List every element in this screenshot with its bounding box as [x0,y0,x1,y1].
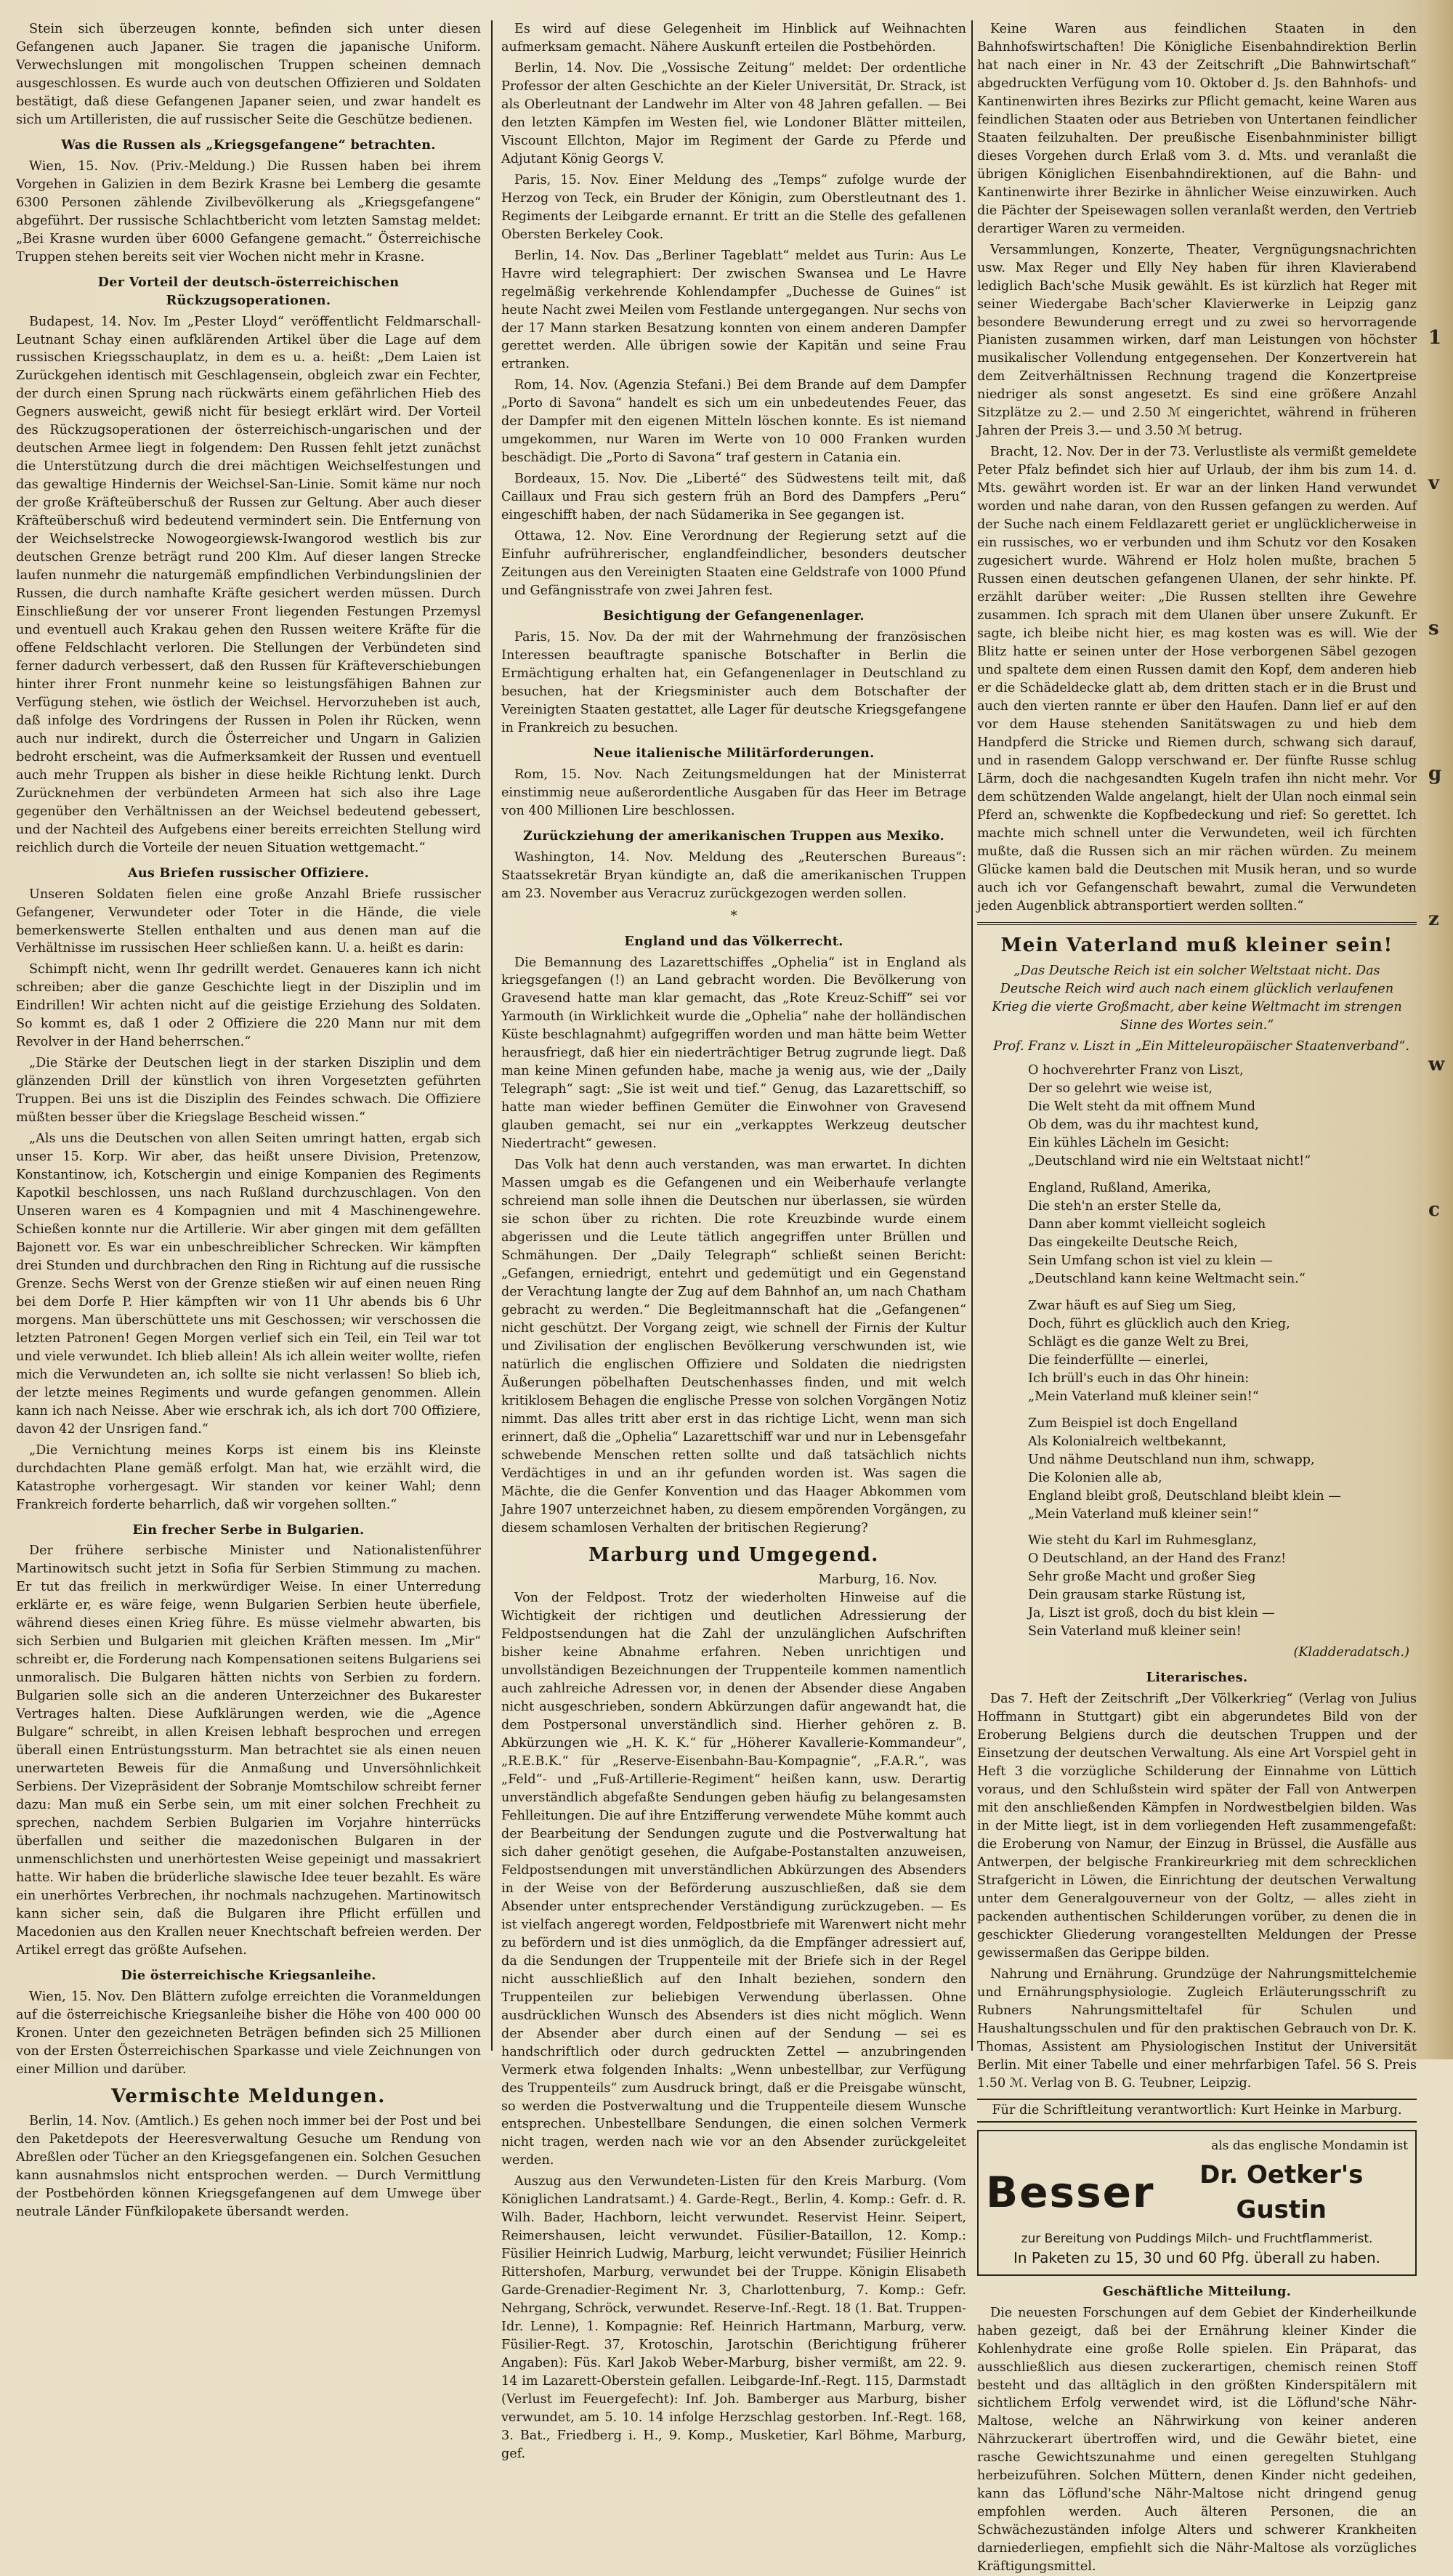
poem-line: Schlägt es die ganze Welt zu Brei, [1028,1334,1250,1349]
article-paragraph: Versammlungen, Konzerte, Theater, Vergnügungsnachrichten usw. Max Reger und Elly Ney haben für ihren Klavierabend lediglich Bach'sche Musik gewählt. Es ist kürzlich hat Reger mit seiner Wiedergabe Bach'scher Klavierwerke in Leipzig ganz besondere Bewunderung erregt und zu zwei so hervorragende Pianisten zusammen wirken, darf man Leistungen von höchster musikalischer Vollendung entgegensehen. Der Konzertverein hat dem Zeitverhältnissen Rechnung tragend die Konzertpreise niedriger als sonst angesetzt. Es sind eine größere Anzahl Sitzplätze zu 2.— und 2.50 ℳ eingerichtet, während in früheren Jahren der Preis 3.— und 3.50 ℳ betrug. [977,242,1417,439]
poem-line: Sein Vaterland muß kleiner sein! [1028,1624,1242,1639]
stanza-gap [1028,1288,1417,1297]
poem-line: Der so gelehrt wie weise ist, [1028,1081,1213,1097]
section-heading: Zurückziehung der amerikanischen Truppen aus Mexiko. [523,828,944,844]
edge-glyph: z [1428,908,1439,930]
ad-headline-row [986,2157,1408,2228]
article-paragraph: Die neuesten Forschungen auf dem Gebiet der Kinderheilkunde haben gezeigt, daß bei der Ernährung kleiner Kinder die Kohlenhydrate eine große Rolle spielen. Ein Präparat, das ausschließlich aus diesen zuckerartigen, chemisch reinen Stoff besteht und das alltäglich in den größten Kinderspitälern mit sichtlichem Erfolg verwendet wird, ist die Löflund'sche Nähr-Maltose, welche an Nährwirkung von keiner anderen Nährzuckerart übertroffen wird, und die Gewähr bietet, eine rasche Gewichtszunahme und einen geregelten Stuhlgang herbeizuführen. Solchen Müttern, denen Kinder nicht gedeihen, kann das Löflund'sche Nähr-Maltose nicht dringend genug empfohlen werden. Auch älteren Personen, die an Schwächezuständen infolge Alters und schwerer Krankheiten darniederliegen, empfiehlt sich die Nähr-Maltose als vorzügliches Kräftigungsmittel. [977,2305,1417,2575]
stanza-gap [1028,1523,1417,1532]
ad-besser: Besser [986,2167,1155,2217]
poem-line: Ob dem, was du ihr machtest kund, [1028,1118,1259,1133]
article-paragraph: Berlin, 14. Nov. Die „Vossische Zeitung“ meldet: Der ordentliche Professor der alten Geschichte an der Kieler Universität, Dr. Strack, ist als Oberleutnant der Landwehr im Alter von 48 Jahren gefallen. — Bei den letzten Kämpfen im Westen fiel, wie Londoner Blätter mitteilen, Viscount Ellchton, Major im Regiment der Garde zu Pferde und Adjutant König Georgs V. [501,60,966,166]
advertisement-oetker [977,2130,1417,2276]
poem-line: Ja, Liszt ist groß, doch du bist klein — [1028,1606,1275,1621]
poem-line: O Deutschland, an der Hand des Franz! [1028,1551,1287,1567]
article-paragraph: Berlin, 14. Nov. Das „Berliner Tageblatt“ meldet aus Turin: Aus Le Havre wird telegraphiert: Der zwischen Swansea und Le Havre regelmäßig verkehrende Kohlendampfer „Duchesse de Guines“ ist heute Nacht zwei Meilen vom Festlande untergegangen. Nur sechs von der 17 Mann starken Besatzung konnten von einem anderen Dampfer gerettet werden. Alle übrigen sowie der Kapitän und seine Frau ertranken. [501,248,966,372]
poem-line: Ich brüll's euch in das Ohr hinein: [1028,1370,1250,1386]
stanza-gap [1028,1406,1417,1415]
article-paragraph: Paris, 15. Nov. Einer Meldung des „Temps“ zufolge wurde der Herzog von Teck, ein Bruder der Königin, zum Oberstleutnant des 1. Regiments der Leibgarde ernannt. Er tritt an die Stelle des gefallenen Obersten Berkeley Cook. [501,172,966,242]
edge-glyph: 1 [1428,327,1442,349]
article-paragraph: Rom, 15. Nov. Nach Zeitungsmeldungen hat der Ministerrat einstimmig neue außerordentliche Ausgaben für das Heer im Betrage von 400 Millionen Lire beschlossen. [501,767,966,818]
byline: Prof. Franz v. Liszt in „Ein Mitteleuropäischer Staatenverband“. [993,1039,1409,1054]
section-title: Marburg und Umgegend. [588,1543,879,1566]
section-title: Vermischte Meldungen. [111,2085,386,2107]
poem-line: „Mein Vaterland muß kleiner sein!“ [1028,1389,1259,1404]
poem-line: O hochverehrter Franz von Liszt, [1028,1063,1244,1078]
article-paragraph: Es wird auf diese Gelegenheit im Hinblick auf Weihnachten aufmerksam gemacht. Nähere Auskunft erteilen die Postbehörden. [501,22,966,54]
column-3 [977,20,1417,2575]
poem-line: Zwar häuft es auf Sieg um Sieg, [1028,1298,1237,1313]
column-divider-1 [491,20,493,2051]
article-paragraph: „Die Stärke der Deutschen liegt in der starken Disziplin und dem glänzenden Drill der künstlich von ihren Vorgesetzten geführten Truppen. Bei uns ist die Disziplin des Feindes schwach. Die Offiziere müßten besser über die Kriegslage Bescheid wissen.“ [16,1056,481,1126]
article-paragraph: Bracht, 12. Nov. Der in der 73. Verlustliste als vermißt gemeldete Peter Pfalz befindet sich hier auf Urlaub, der ihm bis zum 14. d. Mts. gewährt worden ist. Er war an der linken Hand verwundet worden und nahe daran, von den Russen gefangen zu werden. Auf der Suche nach einem Feldlazarett geriet er unglücklicherweise in ein russisches, wo er verbunden und ihm Schutz vor den Kosaken zugesichert wurde. Während er Holz holen mußte, brachen 5 Russen einen deutschen gefangenen Ulanen, der sehr hinkte. Pf. erzählt darüber weiter: „Die Russen stellten ihre Gewehre zusammen. Ich sprach mit dem Ulanen über unsere Zukunft. Er sagte, ich bleibe nicht hier, es mag kosten was es will. Wie der Blitz hatte er seinen unter der Hose verborgenen Säbel gezogen und spaltete dem einen Russen damit den Kopf, dem anderen hieb er die Schädeldecke glatt ab, dem dritten stach er in die Brust und auch den vierten rannte er über den Haufen. Dann lief er auf den vor dem Hause stehenden Sanitätswagen zu und hieb dem Handpferd die Stricke und Riemen durch, schwang sich darauf, und in rasendem Galopp verschwand er. Der fünfte Russe schlug Lärm, doch die nachgesandten Kugeln trafen ihn nicht mehr. Vor dem schützenden Walde angelangt, hielt der Ulan noch einmal sein Pferd an, schwenkte die Kopfbedeckung und rief: So gerettet. Ich machte mich schnell unter die Verwundeten, weil ich fürchten mußte, daß die Russen sich an mir rächen würden. Zu meinem Glücke kamen bald die Deutschen mit Musik heran, und so wurde auch ich vor Gefangenschaft bewahrt, zumal die Verwundeten jeden Augenblick abtransportiert werden sollten.“ [977,445,1417,913]
article-paragraph: Das Volk hat denn auch verstanden, was man erwartet. In dichten Massen umgab es die Gefangenen und ein Weiberhaufe verlangte schreiend man solle ihnen die Deutschen nur überlassen, sie würden sie schon über zu richten. Die rote Kreuzbinde wurde einem abgerissen und die Leute tätlich angegriffen unter Brüllen und Schmähungen. Der „Daily Telegraph“ schließt seinen Bericht: „Gefangen, erniedrigt, entehrt und gedemütigt und ein Gegenstand der Verachtung langte der Zug auf dem Bahnhof an, um nach Chatham gebracht zu werden.“ Die Begleitmannschaft hat die „Gefangenen“ nicht geschützt. Der Vorgang zeigt, wie schnell der Firnis der Kultur und Zivilisation der englischen Bevölkerung verschwunden ist, wie natürlich die englischen Offiziere und Soldaten die niedrigsten Äußerungen pöbelhaften Deutschenhasses finden, und mit welch kritiklosem Behagen die englische Presse von solchen Vorgängen Notiz nimmt. Das alles tritt aber erst in das richtige Licht, wenn man sich erinnert, daß die „Ophelia“ Lazarettschiff war und nur in Lebensgefahr schwebende Menschen retten sollte und daß tatsächlich nichts Verdächtiges in und an ihr gefunden worden ist. Was sagen die Mächte, die die Genfer Konvention und das Haager Abkommen vom Jahre 1907 unterzeichnet haben, zu diesem empörenden Vorgängen, zu diesem schamlosen Verhalten der britischen Regierung? [501,1158,966,1535]
article-paragraph: Die Bemannung des Lazarettschiffes „Ophelia“ ist in England als kriegsgefangen (!) an Land gebracht worden. Die Bevölkerung von Gravesend hatte man klar gemacht, das „Rote Kreuz-Schiff“ sei vor Yarmouth (in Wirklichkeit wurde die „Ophelia“ nahe der holländischen Küste beschlagnahmt) aufgegriffen worden und man hätte beim Wetter herausfriegt, daß hier ein niederträchtiger Betrug zugrunde liegt. Daß man keine Minen gefunden habe, mache ja wenig aus, wie der „Daily Telegraph“ sagt: „Sie ist weit und tief.“ Genug, das Lazarettschiff, so hatte man wieder beffinen Gemüter die Einwohner von Gravesend glauben gemacht, sei nur ein „verkapptes Werkzeug deutscher Niedertracht“ gewesen. [501,955,966,1152]
article-paragraph: Von der Feldpost. Trotz der wiederholten Hinweise auf die Wichtigkeit der richtigen und deutlichen Adressierung der Feldpostsendungen hat die Zahl der unzulänglichen Aufschriften bisher keine Abnahme erfahren. Neben unrichtigen und unvollständigen Bezeichnungen der Truppenteile kommen namentlich auch zahlreiche Adressen vor, in denen der Absender diese Angaben nicht ausgeschrieben, sondern Abkürzungen dafür angewandt hat, die dem Postpersonal unverständlich sind. Hierher gehören z. B. Abkürzungen wie „H. K. K.“ für „Höherer Kavallerie-Kommandeur“, „R.E.B.K.“ für „Reserve-Eisenbahn-Bau-Kompagnie“, „F.A.R.“, was „Feld“- und „Fuß-Artillerie-Regiment“ heißen kann, usw. Derartig unverständlich abgefaßte Sendungen geben häufig zu belangesamsten Fehlleitungen. Die auf ihre Entzifferung verwendete Mühe kommt auch der Bearbeitung der Sendungen zugute und die Postverwaltung hat sich daher genötigt gesehen, die Aufgabe-Postanstalten anzuweisen, Feldpostsendungen mit unverständlichen Abkürzungen des Absenders in der Weise von der Beförderung auszuschließen, daß sie dem Absender unter entsprechender Verständigung zurückzugeben. — Es ist vielfach angeregt worden, Feldpostbriefe mit Warenwert nicht mehr zu befördern und ist dies unmöglich, da die Empfänger adressiert auf, da die Sendungen der Truppenteile mit der Briefe sich in der Regel nicht ausschließlich auf den Inhalt beziehen, sondern den Truppenteilen zur beliebigen Verwendung überlassen. Ohne ausdrücklichen Wunsch des Absenders ist dies nicht möglich. Wenn der Absender aber durch einen auf der Sendung — sei es handschriftlich oder durch gedruckten Zettel — anzubringenden Vermerk etwa folgenden Inhalts: „Wenn unbestellbar, zur Verfügung des Truppenteils“ zum Ausdruck bringt, daß er die Preisgabe wünscht, so werden die Postverwaltung und die Truppenteile diesem Wunsche entsprechen. Unbestellbare Sendungen, die einen solchen Vermerk nicht tragen, werden nach wie vor an den Absender zurückgeleitet werden. [501,1591,966,2168]
article-paragraph: Paris, 15. Nov. Da der mit der Wahrnehmung der französischen Interessen beauftragte spanische Botschafter in Berlin die Ermächtigung erhalten hat, ein Gefangenenlager in Deutschland zu besuchen, hat der Kriegsminister auch dem Botschafter der Vereinigten Staaten gestattet, alle Lager für deutsche Kriegsgefangene in Frankreich zu besuchen. [501,630,966,735]
poem-line: Zum Beispiel ist doch Engelland [1028,1416,1238,1431]
poem-line: Dann aber kommt vielleicht sogleich [1028,1216,1266,1232]
poem-line: Dein grausam starke Rüstung ist, [1028,1588,1246,1603]
article-paragraph: Ottawa, 12. Nov. Eine Verordnung der Regierung setzt auf die Einfuhr aufrührerischer, englandfeindlicher, besonders deutscher Zeitungen aus den Vereinigten Staaten eine Geldstrafe von 1000 Pfund und Gefängnisstrafe von zwei Jahren fest. [501,529,966,599]
ad-top-line: als das englische Mondamin ist [1211,2138,1408,2153]
article-paragraph: Schimpft nicht, wenn Ihr gedrillt werdet. Genaueres kann ich nicht schreiben; aber die ganze Geschichte liegt in der Disziplin und im Eindrillen! Wir achten nicht auf die geistige Erziehung des Soldaten. So kommt es, daß 1 oder 2 Offiziere die 220 Mann nur mit dem Revolver in der Hand beherrschen.“ [16,962,481,1050]
edge-glyph: g [1428,763,1442,785]
poem-line: Wie steht du Karl im Ruhmesglanz, [1028,1533,1257,1549]
article-paragraph: Auszug aus den Verwundeten-Listen für den Kreis Marburg. (Vom Königlichen Landratsamt.) 4. Garde-Regt., Berlin, 4. Komp.: Gefr. d. R. Wilh. Bader, Hachborn, leicht verwundet. Reservist Heinr. Seipert, Reimershausen, leicht verwundet. Füsilier-Bataillon, 12. Komp.: Füsilier Heinrich Ludwig, Marburg, leicht verwundet; Füsilier Heinrich Rittershofen, Marburg, verwundet bei der Truppe. Königin Elisabeth Garde-Grenadier-Regiment Nr. 3, Charlottenburg, 7. Komp.: Gefr. Nehrgang, Schröck, verwundet. Reserve-Inf.-Regt. 18 (1. Bat. Truppen-Idr. Lenne), 1. Kompagnie: Ref. Heinrich Hartmann, Marburg, verw. Füsilier-Regt. 37, Krotoschin, Jarotschin (Berichtigung früherer Angaben): Füs. Karl Jakob Weber-Marburg, bisher vermißt, am 22. 9. 14 im Lazarett-Oberstein gefallen. Leibgarde-Inf.-Regt. 115, Darmstadt (Verlust im Feuergefecht): Inf. Joh. Bamberger aus Marburg, bisher verwundet, am 5. 10. 14 infolge Herzschlag gestorben. Inf.-Regt. 168, 3. Bat., Friedberg i. H., 9. Komp., Musketier, Karl Böhme, Marburg, gef. [501,2174,966,2461]
article-paragraph: Wien, 15. Nov. (Priv.-Meldung.) Die Russen haben bei ihrem Vorgehen in Galizien in dem Bezirk Krasne bei Lemberg die gesamte 6300 Personen zählende Zivilbevölkerung als „Kriegsgefangene“ abgeführt. Der russische Schlachtbericht vom letzten Samstag meldet: „Bei Krasne wurden über 6000 Gefangene gemacht.“ Österreichische Truppen stehen bereits seit vier Wochen nicht mehr in Krasne. [16,158,481,265]
article-paragraph: Unseren Soldaten fielen eine große Anzahl Briefe russischer Gefangener, Verwundeter oder Toter in die Hände, die viele bemerkenswerte Stellen enthalten und aus denen man auf die Verhältnisse im russischen Heer schließen kann. U. a. heißt es darin: [16,887,481,956]
article-paragraph: Washington, 14. Nov. Meldung des „Reuterschen Bureaus“: Staatssekretär Bryan kündigte an, daß die amerikanischen Truppen am 23. November aus Veracruz zurückgezogen werden sollen. [501,849,966,901]
article-paragraph: Rom, 14. Nov. (Agenzia Stefani.) Bei dem Brande auf dem Dampfer „Porto di Savona“ handelt es sich um ein unbedeutendes Feuer, das der Dampfer mit den eigenen Mitteln löschen konnte. Es ist niemand umgekommen, nur Waren im Werte von 10 000 Franken wurden beschädigt. Die „Porto di Savona“ traf gestern in Catania ein. [501,378,966,466]
poem-line: „Deutschland kann keine Weltmacht sein.“ [1028,1271,1306,1286]
article-paragraph: Der frühere serbische Minister und Nationalistenführer Martinowitsch sucht jetzt in Sofia für Serbien Stimmung zu machen. Er tut das freilich in merkwürdiger Weise. In einer Unterredung erklärte er, es wäre feige, wenn Bulgarien Serbien heute überfiele, während dieses einen Krieg führe. Es müsse vielmehr abwarten, bis sich Serbien und Bulgarien mit gleichen Kräften messen. Im „Mir“ schreibt er, die Forderung nach Kompensationen seitens Bulgariens sei unmoralisch. Die Bulgaren hätten nichts von Serbien zu fordern. Bulgarien solle sich an die anderen Unterzeichner des Bukarester Vertrages halten. Diese Aufklärungen werden, wie die „Agence Bulgare“ schreibt, in allen Kreisen lebhaft besprochen und erregen überall einen Entrüstungssturm. Man betrachtet sie als einen neuen unerwarteten Beweis für die Anmaßung und Unversöhnlichkeit Serbiens. Der Vizepräsident der Sobranje Momtschilow schreibt ferner dazu: Man muß ein Serbe sein, um mit einer solchen Frechheit zu sprechen, nachdem Serbien Bulgarien im Vorjahre hinterrücks überfallen und seither die mazedonischen Bulgaren in der unmenschlichsten und unerhörtesten Weise gepeinigt und massakriert hatte. Wir haben die brüderliche slawische Idee teuer bezahlt. Es wäre ein unerhörtes Verbrechen, ihr nochmals nachzugehen. Martinowitsch kann sicher sein, daß die Bulgaren ihre Pflicht erfüllen und Macedonien aus den Krallen neuer Knechtschaft befreien werden. Der Artikel erregt das größte Aufsehen. [16,1543,481,1958]
article-paragraph: Berlin, 14. Nov. (Amtlich.) Es gehen noch immer bei der Post und bei den Paketdepots der Heeresverwaltung Gesuche um Rendung von Abreßlen oder Tücher an den Kriegsgefangenen ein. Solchen Gesuchen kann ausnahmslos nicht entsprochen werden. — Durch Vermittlung der Postbehörden können Kriegsgefangenen auf dem Umwege über neutrale Länder Fünfkilopakete übersandt werden. [16,2114,481,2220]
poem-line: Das eingekeilte Deutsche Reich, [1028,1235,1238,1250]
article-paragraph: Nahrung und Ernährung. Grundzüge der Nahrungsmittelchemie und Ernährungsphysiologie. Zugleich Erläuterungsschrift zu Rubners Nahrungsmitteltafel für Schulen und Haushaltungsschulen und für den praktischen Gebrauch von Dr. K. Thomas, Assistent am Physiologischen Institut der Universität Berlin. Mit einer Tabelle und einer mehrfarbigen Tafel. 56 S. Preis 1.50 ℳ. Verlag von B. G. Teubner, Leipzig. [977,1966,1417,2091]
section-heading: Der Vorteil der deutsch-österreichischen Rückzugsoperationen. [97,274,400,308]
poem-line: Und nähme Deutschland nun ihm, schwapp, [1028,1452,1315,1467]
edge-glyph: c [1428,1199,1440,1221]
poem-line: Als Kolonialreich weltbekannt, [1028,1434,1227,1449]
poem-epigraph: „Das Deutsche Reich ist ein solcher Weltstaat nicht. Das Deutsche Reich wird auch nach einem glücklich verlaufenen Krieg die vierte Großmacht, aber keine Weltmacht im strengen Sinne des Wortes sein.“ [992,964,1402,1033]
poem-line: England, Rußland, Amerika, [1028,1181,1212,1196]
ad-price-line: In Paketen zu 15, 30 und 60 Pfg. überall zu haben. [1013,2249,1381,2267]
separator-star: * [730,908,737,924]
edge-glyph: w [1428,1054,1445,1075]
section-heading: Geschäftliche Mitteilung. [1102,2283,1292,2299]
article-paragraph: Stein sich überzeugen konnte, befinden sich unter diesen Gefangenen auch Japaner. Sie tragen die japanische Uniform. Verwechslungen mit mongolischen Truppen scheinen demnach ausgeschlossen. Es wurde auch von deutschen Offizieren und Soldaten bestätigt, daß diese Gefangenen Japaner seien, und zwar handelt es sich um Artilleristen, die auf russischer Seite die Geschütze bedienen. [16,22,481,127]
byline: (Kladderadatsch.) [1293,1645,1409,1660]
poem-line: Sein Umfang schon ist viel zu klein — [1028,1253,1273,1268]
poem-line: Ein kühles Lächeln im Gesicht: [1028,1136,1229,1151]
poem-line: Die steh'n an erster Stelle da, [1028,1199,1222,1214]
dateline: Marburg, 16. Nov. [818,1572,937,1588]
poem-line: Sehr große Macht und großer Sieg [1028,1570,1256,1585]
column-divider-2 [971,20,973,2051]
poem-line: „Deutschland wird nie ein Weltstaat nicht!“ [1028,1154,1311,1169]
ad-description: zur Bereitung von Puddings Milch- und Fruchtflammerist. [1021,2232,1373,2247]
poem-line: Doch, führt es glücklich auch den Krieg, [1028,1316,1290,1331]
section-heading: England und das Völkerrecht. [624,933,843,949]
section-heading: Aus Briefen russischer Offiziere. [127,865,370,881]
section-heading: Neue italienische Militärforderungen. [593,745,875,761]
article-paragraph: Budapest, 14. Nov. Im „Pester Lloyd“ veröffentlicht Feldmarschall-Leutnant Schay einen aufklärenden Artikel über die Lage auf dem russischen Kriegsschauplatz, in dem es u. a. heißt: „Dem Laien ist Zurückgehen identisch mit Geschlagensein, obgleich zwar ein Fechter, der durch einen Sprung nach rückwärts einem gefährlichen Hieb des Gegners ausweicht, gewiß nicht für besiegt erklärt wird. Der Vorteil des Rückzugsoperationen der österreichisch-ungarischen und der deutschen Armee liegt in folgendem: Den Russen fehlt jetzt zunächst die Unterstützung durch die drei mächtigen Weichselfestungen und das gewaltige Hindernis der Weichsel-San-Linie. Somit käme nur noch der große Kräfteüberschuß der Russen zur Geltung. Aber auch dieser Kräfteüberschuß wird bedeutend vermindert sein. Die Entfernung von der Weichselstrecke Nowogeorgiewsk-Iwangorod westlich bis zur deutschen Grenze beträgt rund 200 Klm. Auf dieser langen Strecke laufen nunmehr die naturgemäß empfindlichen Verbindungslinien der Russen, die durch namhafte Kräfte gesichert werden müssen. Durch Einschließung der vor unserer Front liegenden Festungen Przemysl und eventuell auch Krakau gehen den Russen weitere Kräfte für die offene Feldschlacht verloren. Die Stellungen der Verbündeten sind ferner dadurch verbessert, daß den Russen für Kräfteverschiebungen hinter ihrer Front nunmehr keine so leistungsfähigen Bahnen zur Verfügung stehen, wie östlich der Weichsel. Hervorzuheben ist auch, daß infolge des Vordringens der Russen in Polen ihr Rücken, wenn auch nur indirekt, durch die Österreicher und Ungarn in Galizien bedroht erscheint, was die Aufmerksamkeit der Russen und eventuell auch mehr Truppen als bisher in diese heikle Richtung lenkt. Durch Zurücknehmen der verbündeten Armeen hat sich also ihre Lage gegenüber den Verhältnissen an der Weichsel bedeutend gebessert, und der Nachteil des Aufgebens einer bereits erreichten Stellung wird reichlich durch die Vorteile der neuen Situation wettgemacht.“ [16,314,481,855]
edge-glyph: v [1428,472,1440,494]
column-1 [16,20,481,2220]
section-heading: Die österreichische Kriegsanleihe. [121,1967,376,1983]
article-paragraph: Bordeaux, 15. Nov. Die „Liberté“ des Südwestens teilt mit, daß Caillaux und Frau sich gestern früh an Bord des Dampfers „Peru“ eingeschifft haben, der nach Südamerika in See gegangen ist. [501,472,966,523]
poem-line: Die Welt steht da mit offnem Mund [1028,1099,1255,1115]
next-page-edge [1422,0,1453,2059]
section-title: Mein Vaterland muß kleiner sein! [1000,934,1393,957]
editor-note: Für die Schriftleitung verantwortlich: Kurt Heinke in Marburg. [977,2099,1417,2123]
ad-brand: Dr. Oetker's Gustin [1199,2160,1364,2224]
section-rule [977,922,1417,925]
poem-line: Die feinderfüllte — einerlei, [1028,1352,1209,1368]
article-paragraph: Keine Waren aus feindlichen Staaten in den Bahnhofswirtschaften! Die Königliche Eisenbahndirektion Berlin hat nach einer in Nr. 43 der Zeitschrift „Die Bahnwirtschaft“ abgedruckten Verfügung vom 10. Oktober d. Js. den Bahnhofs- und Kantinenwirten ihres Bezirks zur Pflicht gemacht, keine Waren aus feindlichen Staaten oder aus Betrieben von Untertanen feindlicher Staaten feilzuhalten. Der preußische Eisenbahnminister billigt dieses Vorgehen durch Erlaß vom 3. d. Mts. und veranlaßt die übrigen Königlichen Eisenbahndirektionen, auf die Bahn- und Kantinenwirte ihrer Bezirke in ähnlicher Weise einzuwirken. Auch die Pächter der Speisewagen sollen veranlaßt werden, den Vertrieb derartiger Waren zu vermeiden. [977,22,1417,236]
article-paragraph: „Als uns die Deutschen von allen Seiten umringt hatten, ergab sich unser 15. Korp. Wir aber, das heißt unsere Division, Pretenzow, Konstantinow, ich, Kotschergin und einige Kompanien des Regiments Kapotkil beschlossen, uns nach Rußland durchzuschlagen. Von den Unseren waren es 4 Kompagnien und mit 4 Maschinengewehre. Schießen konnte nur die Artillerie. Wir aber gingen mit dem gefällten Bajonett vor. Es war ein unbeschreiblicher Schrecken. Wir kämpften drei Stunden und durchbrachen den Ring in Richtung auf die russische Grenze. Sechs Werst von der Grenze stießen wir auf einen neuen Ring bei dem Dorfe P. Hier kämpften wir von 11 Uhr abends bis 6 Uhr morgens. Man überschüttete uns mit Geschossen; wir verschossen die letzten Patronen! Gegen Morgen verlief sich ein Teil, ein Teil war tot und viele verwundet. Ich blieb allein! Als ich allein weiter wollte, riefen mich die Verwundeten an, ich sollte sie nicht verlassen! So blieb ich, der letzte meines Regiments und wurde gefangen genommen. Allein kann ich nach Neisse. Aber wie erschrak ich, als ich dort 700 Offiziere, davon 42 der Unsrigen fand.“ [16,1131,481,1437]
section-heading: Was die Russen als „Kriegsgefangene“ betrachten. [61,137,436,153]
article-paragraph: „Die Vernichtung meines Korps ist einem bis ins Kleinste durchdachten Plane gemäß erfolgt. Man hat, wie erzählt wird, die Katastrophe vorhergesagt. Wir standen vor keiner Wahl; denn Frankreich forderte beharrlich, daß wir vorgehen sollten.“ [16,1442,481,1512]
poem-line: Die Kolonien alle ab, [1028,1470,1162,1485]
article-paragraph: Wien, 15. Nov. Den Blättern zufolge erreichten die Voranmeldungen auf die österreichische Kriegsanleihe bisher die Höhe von 400 000 00 Kronen. Unter den gezeichneten Beträgen befinden sich 25 Millionen von der Ersten Österreichischen Sparkasse und viele Zeichnungen von einer Million und darüber. [16,1989,481,2077]
edge-glyph: s [1428,618,1439,639]
section-heading: Besichtigung der Gefangenenlager. [603,608,865,624]
article-paragraph: Das 7. Heft der Zeitschrift „Der Völkerkrieg“ (Verlag von Julius Hoffmann in Stuttgart) gibt ein abgerundetes Bild von der Eroberung Belgiens durch die deutschen Truppen und der Einsetzung der deutschen Verwaltung. Als eine Art Vorspiel geht in Heft 3 die vorzügliche Schilderung der Einnahme von Lüttich voraus, und den Schlußstein wird später der Fall von Antwerpen mit den anschließenden Kämpfen in Nordwestbelgien bilden. Was in der Mitte liegt, ist in dem vorliegenden Heft zusammengefaßt: die Eroberung von Namur, der Einzug in Brüssel, die Ausfälle aus Antwerpen, der belgische Frankireurkrieg mit dem schrecklichen Strafgericht in Löwen, die Einrichtung der deutschen Verwaltung unter dem Generalgouverneur von der Goltz, — alles zieht in packenden authentischen Schilderungen vorüber, zu denen die in geschickter Gliederung vorangestellten Meldungen der Presse gewissermaßen das Gerippe bilden. [977,1692,1417,1961]
poem-line: England bleibt groß, Deutschland bleibt klein — [1028,1488,1341,1503]
column-2 [501,20,966,2461]
section-heading: Ein frecher Serbe in Bulgarien. [132,1522,365,1538]
section-heading: Literarisches. [1146,1670,1248,1686]
poem-line: „Mein Vaterland muß kleiner sein!“ [1028,1506,1259,1522]
poem [977,1062,1417,1641]
stanza-gap [1028,1171,1417,1179]
